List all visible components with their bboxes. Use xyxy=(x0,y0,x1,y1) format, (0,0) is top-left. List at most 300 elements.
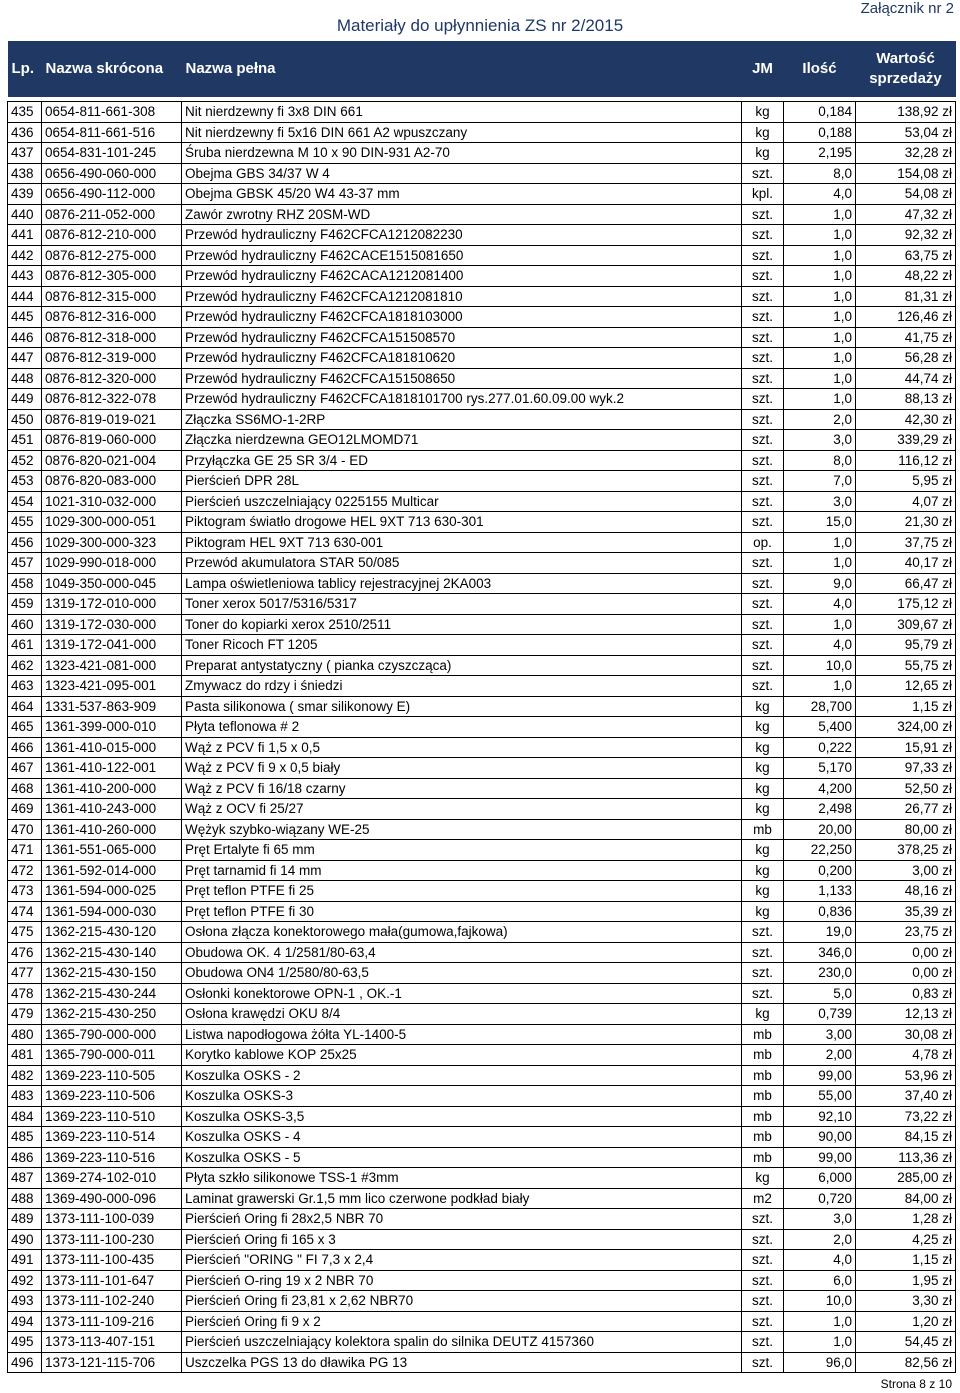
cell-val: 80,00 zł xyxy=(856,819,956,840)
cell-qty: 4,0 xyxy=(784,184,856,205)
cell-qty: 2,195 xyxy=(784,143,856,164)
cell-code: 1361-594-000-030 xyxy=(42,901,182,922)
table-row xyxy=(8,1270,956,1291)
cell-lp: 479 xyxy=(8,1004,42,1025)
cell-jm: szt. xyxy=(742,963,784,984)
table-row xyxy=(8,102,956,123)
cell-qty: 1,0 xyxy=(784,204,856,225)
cell-jm: kg xyxy=(742,1168,784,1189)
table-row xyxy=(8,1065,956,1086)
cell-val: 154,08 zł xyxy=(856,163,956,184)
cell-lp: 446 xyxy=(8,327,42,348)
col-header-qty: Ilość xyxy=(802,60,837,77)
table-row xyxy=(8,983,956,1004)
cell-name: Przewód hydrauliczny F462CFCA1818103000 xyxy=(182,307,742,328)
cell-name: Koszulka OSKS - 5 xyxy=(182,1147,742,1168)
cell-qty: 3,0 xyxy=(784,430,856,451)
cell-val: 339,29 zł xyxy=(856,430,956,451)
cell-code: 0654-831-101-245 xyxy=(42,143,182,164)
cell-jm: mb xyxy=(742,1086,784,1107)
cell-qty: 346,0 xyxy=(784,942,856,963)
cell-name: Koszulka OSKS - 4 xyxy=(182,1127,742,1148)
cell-code: 1049-350-000-045 xyxy=(42,573,182,594)
cell-val: 26,77 zł xyxy=(856,799,956,820)
table-row xyxy=(8,368,956,389)
table-row xyxy=(8,717,956,738)
cell-jm: kg xyxy=(742,758,784,779)
cell-name: Laminat grawerski Gr.1,5 mm lico czerwone podkład biały xyxy=(182,1188,742,1209)
cell-code: 0876-812-210-000 xyxy=(42,225,182,246)
table-row xyxy=(8,799,956,820)
table-row xyxy=(8,1209,956,1230)
cell-lp: 443 xyxy=(8,266,42,287)
cell-val: 126,46 zł xyxy=(856,307,956,328)
cell-qty: 0,720 xyxy=(784,1188,856,1209)
cell-val: 32,28 zł xyxy=(856,143,956,164)
table-header xyxy=(8,41,956,97)
cell-name: Osłonki konektorowe OPN-1 , OK.-1 xyxy=(182,983,742,1004)
cell-val: 56,28 zł xyxy=(856,348,956,369)
document-title: Materiały do upłynnienia ZS nr 2/2015 xyxy=(336,16,624,35)
cell-jm: szt. xyxy=(742,922,784,943)
table-row xyxy=(8,225,956,246)
cell-jm: mb xyxy=(742,1127,784,1148)
cell-name: Przewód akumulatora STAR 50/085 xyxy=(182,553,742,574)
cell-name: Przewód hydrauliczny F462CFCA151508570 xyxy=(182,327,742,348)
cell-val: 0,00 zł xyxy=(856,963,956,984)
cell-lp: 492 xyxy=(8,1270,42,1291)
cell-jm: mb xyxy=(742,1065,784,1086)
cell-lp: 485 xyxy=(8,1127,42,1148)
cell-jm: szt. xyxy=(742,1291,784,1312)
cell-lp: 477 xyxy=(8,963,42,984)
cell-name: Płyta szkło silikonowe TSS-1 #3mm xyxy=(182,1168,742,1189)
cell-name: Przewód hydrauliczny F462CFCA151508650 xyxy=(182,368,742,389)
cell-lp: 464 xyxy=(8,696,42,717)
cell-code: 1373-111-100-039 xyxy=(42,1209,182,1230)
cell-qty: 90,00 xyxy=(784,1127,856,1148)
col-header-unit: JM xyxy=(752,60,773,77)
cell-jm: szt. xyxy=(742,430,784,451)
table-row xyxy=(8,286,956,307)
cell-code: 1029-300-000-051 xyxy=(42,512,182,533)
table-row xyxy=(8,204,956,225)
table-row xyxy=(8,1127,956,1148)
cell-name: Obudowa OK. 4 1/2581/80-63,4 xyxy=(182,942,742,963)
table-body xyxy=(8,102,956,1373)
cell-code: 1373-111-101-647 xyxy=(42,1270,182,1291)
cell-val: 1,28 zł xyxy=(856,1209,956,1230)
cell-val: 55,75 zł xyxy=(856,655,956,676)
cell-jm: mb xyxy=(742,819,784,840)
cell-name: Pierścień uszczelniający kolektora spalin do silnika DEUTZ 4157360 xyxy=(182,1332,742,1353)
cell-code: 0876-812-305-000 xyxy=(42,266,182,287)
cell-lp: 451 xyxy=(8,430,42,451)
cell-name: Zawór zwrotny RHZ 20SM-WD xyxy=(182,204,742,225)
cell-qty: 2,498 xyxy=(784,799,856,820)
cell-code: 1362-215-430-140 xyxy=(42,942,182,963)
cell-code: 0876-820-021-004 xyxy=(42,450,182,471)
cell-lp: 470 xyxy=(8,819,42,840)
cell-lp: 484 xyxy=(8,1106,42,1127)
cell-name: Toner xerox 5017/5316/5317 xyxy=(182,594,742,615)
cell-val: 1,20 zł xyxy=(856,1311,956,1332)
cell-lp: 489 xyxy=(8,1209,42,1230)
materials-table xyxy=(7,41,956,1373)
cell-code: 1373-111-100-435 xyxy=(42,1250,182,1271)
cell-lp: 450 xyxy=(8,409,42,430)
cell-name: Pierścień Oring fi 28x2,5 NBR 70 xyxy=(182,1209,742,1230)
cell-qty: 8,0 xyxy=(784,163,856,184)
cell-jm: mb xyxy=(742,1045,784,1066)
cell-val: 48,16 zł xyxy=(856,881,956,902)
cell-lp: 482 xyxy=(8,1065,42,1086)
table-row xyxy=(8,1045,956,1066)
cell-jm: szt. xyxy=(742,266,784,287)
cell-name: Pierścień uszczelniający 0225155 Multicar xyxy=(182,491,742,512)
cell-qty: 6,0 xyxy=(784,1270,856,1291)
cell-lp: 490 xyxy=(8,1229,42,1250)
cell-qty: 92,10 xyxy=(784,1106,856,1127)
table-row xyxy=(8,327,956,348)
cell-code: 1319-172-041-000 xyxy=(42,635,182,656)
cell-jm: szt. xyxy=(742,594,784,615)
cell-name: Pierścień O-ring 19 x 2 NBR 70 xyxy=(182,1270,742,1291)
cell-val: 41,75 zł xyxy=(856,327,956,348)
cell-qty: 20,00 xyxy=(784,819,856,840)
table-row xyxy=(8,1086,956,1107)
cell-val: 84,15 zł xyxy=(856,1127,956,1148)
table-row xyxy=(8,1229,956,1250)
cell-jm: m2 xyxy=(742,1188,784,1209)
cell-code: 1361-410-200-000 xyxy=(42,778,182,799)
cell-name: Złączka nierdzewna GEO12LMOMD71 xyxy=(182,430,742,451)
cell-jm: kg xyxy=(742,143,784,164)
table-row xyxy=(8,184,956,205)
cell-name: Przewód hydrauliczny F462CACE1515081650 xyxy=(182,245,742,266)
table-row xyxy=(8,963,956,984)
table-row xyxy=(8,737,956,758)
cell-val: 42,30 zł xyxy=(856,409,956,430)
cell-jm: szt. xyxy=(742,553,784,574)
cell-val: 12,13 zł xyxy=(856,1004,956,1025)
cell-lp: 463 xyxy=(8,676,42,697)
cell-qty: 1,0 xyxy=(784,245,856,266)
cell-code: 0876-812-318-000 xyxy=(42,327,182,348)
cell-code: 1029-990-018-000 xyxy=(42,553,182,574)
cell-qty: 1,0 xyxy=(784,368,856,389)
cell-qty: 28,700 xyxy=(784,696,856,717)
cell-qty: 5,170 xyxy=(784,758,856,779)
cell-code: 1323-421-095-001 xyxy=(42,676,182,697)
cell-jm: kg xyxy=(742,860,784,881)
cell-name: Toner Ricoch FT 1205 xyxy=(182,635,742,656)
cell-jm: mb xyxy=(742,1147,784,1168)
cell-lp: 439 xyxy=(8,184,42,205)
cell-jm: kg xyxy=(742,122,784,143)
cell-code: 1362-215-430-120 xyxy=(42,922,182,943)
cell-code: 1323-421-081-000 xyxy=(42,655,182,676)
cell-name: Wąż z PCV fi 16/18 czarny xyxy=(182,778,742,799)
cell-qty: 0,836 xyxy=(784,901,856,922)
cell-name: Przewód hydrauliczny F462CFCA181810620 xyxy=(182,348,742,369)
cell-name: Przewód hydrauliczny F462CACA1212081400 xyxy=(182,266,742,287)
cell-name: Obudowa ON4 1/2580/80-63,5 xyxy=(182,963,742,984)
cell-lp: 436 xyxy=(8,122,42,143)
cell-jm: szt. xyxy=(742,983,784,1004)
cell-jm: mb xyxy=(742,1106,784,1127)
cell-lp: 452 xyxy=(8,450,42,471)
cell-qty: 1,0 xyxy=(784,286,856,307)
cell-qty: 1,0 xyxy=(784,327,856,348)
cell-jm: szt. xyxy=(742,1311,784,1332)
cell-qty: 8,0 xyxy=(784,450,856,471)
cell-qty: 0,184 xyxy=(784,102,856,123)
cell-qty: 0,739 xyxy=(784,1004,856,1025)
cell-lp: 460 xyxy=(8,614,42,635)
cell-code: 1369-223-110-514 xyxy=(42,1127,182,1148)
cell-lp: 474 xyxy=(8,901,42,922)
table-row xyxy=(8,1311,956,1332)
cell-val: 1,15 zł xyxy=(856,696,956,717)
col-header-full-name: Nazwa pełna xyxy=(185,60,276,77)
cell-lp: 442 xyxy=(8,245,42,266)
cell-val: 309,67 zł xyxy=(856,614,956,635)
cell-code: 1029-300-000-323 xyxy=(42,532,182,553)
cell-val: 53,96 zł xyxy=(856,1065,956,1086)
cell-val: 97,33 zł xyxy=(856,758,956,779)
cell-name: Lampa oświetleniowa tablicy rejestracyjnej 2KA003 xyxy=(182,573,742,594)
cell-val: 54,08 zł xyxy=(856,184,956,205)
cell-jm: szt. xyxy=(742,1352,784,1373)
attachment-label: Załącznik nr 2 xyxy=(860,0,954,17)
cell-qty: 99,00 xyxy=(784,1147,856,1168)
cell-code: 1362-215-430-244 xyxy=(42,983,182,1004)
cell-qty: 1,0 xyxy=(784,553,856,574)
table-row xyxy=(8,942,956,963)
cell-val: 378,25 zł xyxy=(856,840,956,861)
cell-code: 1362-215-430-150 xyxy=(42,963,182,984)
cell-jm: kg xyxy=(742,840,784,861)
cell-code: 0876-812-315-000 xyxy=(42,286,182,307)
table-row xyxy=(8,1147,956,1168)
cell-name: Wąż z PCV fi 9 x 0,5 biały xyxy=(182,758,742,779)
cell-lp: 471 xyxy=(8,840,42,861)
cell-val: 48,22 zł xyxy=(856,266,956,287)
cell-lp: 444 xyxy=(8,286,42,307)
cell-jm: szt. xyxy=(742,163,784,184)
table-row xyxy=(8,1168,956,1189)
cell-qty: 19,0 xyxy=(784,922,856,943)
cell-lp: 462 xyxy=(8,655,42,676)
cell-code: 0876-820-083-000 xyxy=(42,471,182,492)
cell-name: Pierścień Oring fi 165 x 3 xyxy=(182,1229,742,1250)
cell-code: 1365-790-000-000 xyxy=(42,1024,182,1045)
table-row xyxy=(8,1106,956,1127)
cell-lp: 480 xyxy=(8,1024,42,1045)
cell-name: Pręt tarnamid fi 14 mm xyxy=(182,860,742,881)
cell-code: 1373-111-109-216 xyxy=(42,1311,182,1332)
cell-jm: kg xyxy=(742,102,784,123)
cell-qty: 96,0 xyxy=(784,1352,856,1373)
cell-lp: 466 xyxy=(8,737,42,758)
col-header-lp: Lp. xyxy=(11,60,34,77)
cell-name: Koszulka OSKS - 2 xyxy=(182,1065,742,1086)
cell-qty: 4,0 xyxy=(784,635,856,656)
cell-jm: szt. xyxy=(742,409,784,430)
cell-name: Pręt teflon PTFE fi 25 xyxy=(182,881,742,902)
cell-qty: 2,0 xyxy=(784,1229,856,1250)
table-row xyxy=(8,1291,956,1312)
cell-val: 3,30 zł xyxy=(856,1291,956,1312)
cell-lp: 449 xyxy=(8,389,42,410)
cell-lp: 453 xyxy=(8,471,42,492)
cell-lp: 467 xyxy=(8,758,42,779)
cell-code: 1369-274-102-010 xyxy=(42,1168,182,1189)
cell-lp: 465 xyxy=(8,717,42,738)
cell-val: 285,00 zł xyxy=(856,1168,956,1189)
cell-lp: 472 xyxy=(8,860,42,881)
cell-lp: 473 xyxy=(8,881,42,902)
cell-val: 52,50 zł xyxy=(856,778,956,799)
cell-jm: szt. xyxy=(742,512,784,533)
table-row xyxy=(8,266,956,287)
table-row xyxy=(8,696,956,717)
cell-qty: 2,00 xyxy=(784,1045,856,1066)
cell-name: Korytko kablowe KOP 25x25 xyxy=(182,1045,742,1066)
cell-val: 1,95 zł xyxy=(856,1270,956,1291)
cell-jm: szt. xyxy=(742,327,784,348)
table-row xyxy=(8,389,956,410)
cell-name: Przewód hydrauliczny F462CFCA1818101700 rys.277.01.60.09.00 wyk.2 xyxy=(182,389,742,410)
cell-jm: szt. xyxy=(742,389,784,410)
table-row xyxy=(8,819,956,840)
cell-lp: 455 xyxy=(8,512,42,533)
table-row xyxy=(8,840,956,861)
table-row xyxy=(8,1188,956,1209)
cell-lp: 475 xyxy=(8,922,42,943)
cell-lp: 437 xyxy=(8,143,42,164)
cell-jm: kg xyxy=(742,1004,784,1025)
table-row xyxy=(8,758,956,779)
table-row xyxy=(8,512,956,533)
cell-qty: 4,0 xyxy=(784,594,856,615)
cell-lp: 495 xyxy=(8,1332,42,1353)
cell-val: 113,36 zł xyxy=(856,1147,956,1168)
cell-val: 82,56 zł xyxy=(856,1352,956,1373)
cell-val: 15,91 zł xyxy=(856,737,956,758)
cell-lp: 459 xyxy=(8,594,42,615)
cell-name: Przyłączka GE 25 SR 3/4 - ED xyxy=(182,450,742,471)
cell-qty: 230,0 xyxy=(784,963,856,984)
cell-name: Zmywacz do rdzy i śniedzi xyxy=(182,676,742,697)
cell-jm: szt. xyxy=(742,1332,784,1353)
cell-code: 0876-819-019-021 xyxy=(42,409,182,430)
cell-qty: 9,0 xyxy=(784,573,856,594)
cell-lp: 478 xyxy=(8,983,42,1004)
cell-name: Obejma GBSK 45/20 W4 43-37 mm xyxy=(182,184,742,205)
cell-code: 0876-812-320-000 xyxy=(42,368,182,389)
cell-code: 1369-223-110-510 xyxy=(42,1106,182,1127)
cell-val: 95,79 zł xyxy=(856,635,956,656)
cell-val: 4,78 zł xyxy=(856,1045,956,1066)
cell-name: Przewód hydrauliczny F462CFCA1212081810 xyxy=(182,286,742,307)
cell-code: 1369-223-110-516 xyxy=(42,1147,182,1168)
table-row xyxy=(8,1004,956,1025)
cell-val: 23,75 zł xyxy=(856,922,956,943)
cell-qty: 6,000 xyxy=(784,1168,856,1189)
cell-qty: 7,0 xyxy=(784,471,856,492)
cell-qty: 1,0 xyxy=(784,266,856,287)
cell-lp: 447 xyxy=(8,348,42,369)
table-row xyxy=(8,676,956,697)
cell-code: 0876-819-060-000 xyxy=(42,430,182,451)
cell-val: 0,83 zł xyxy=(856,983,956,1004)
cell-name: Koszulka OSKS-3 xyxy=(182,1086,742,1107)
cell-jm: szt. xyxy=(742,471,784,492)
cell-val: 1,15 zł xyxy=(856,1250,956,1271)
page-number: Strona 8 z 10 xyxy=(880,1377,952,1391)
cell-lp: 468 xyxy=(8,778,42,799)
cell-val: 37,75 zł xyxy=(856,532,956,553)
table-row xyxy=(8,143,956,164)
table-row xyxy=(8,245,956,266)
table-row xyxy=(8,450,956,471)
cell-jm: kg xyxy=(742,737,784,758)
cell-lp: 488 xyxy=(8,1188,42,1209)
cell-name: Śruba nierdzewna M 10 x 90 DIN-931 A2-70 xyxy=(182,143,742,164)
cell-val: 47,32 zł xyxy=(856,204,956,225)
cell-qty: 0,200 xyxy=(784,860,856,881)
cell-name: Preparat antystatyczny ( pianka czyszcząca) xyxy=(182,655,742,676)
cell-qty: 4,200 xyxy=(784,778,856,799)
cell-name: Pierścień "ORING " FI 7,3 x 2,4 xyxy=(182,1250,742,1271)
cell-qty: 1,0 xyxy=(784,614,856,635)
cell-name: Toner do kopiarki xerox 2510/2511 xyxy=(182,614,742,635)
cell-code: 1361-410-122-001 xyxy=(42,758,182,779)
cell-jm: szt. xyxy=(742,245,784,266)
cell-val: 21,30 zł xyxy=(856,512,956,533)
table-row xyxy=(8,860,956,881)
table-row xyxy=(8,1332,956,1353)
cell-qty: 4,0 xyxy=(784,1250,856,1271)
cell-lp: 457 xyxy=(8,553,42,574)
cell-name: Pasta silikonowa ( smar silikonowy E) xyxy=(182,696,742,717)
cell-name: Wężyk szybko-wiązany WE-25 xyxy=(182,819,742,840)
header-row xyxy=(8,41,956,97)
cell-name: Wąż z PCV fi 1,5 x 0,5 xyxy=(182,737,742,758)
cell-code: 0876-812-322-078 xyxy=(42,389,182,410)
cell-code: 1361-551-065-000 xyxy=(42,840,182,861)
cell-code: 0876-812-316-000 xyxy=(42,307,182,328)
cell-qty: 3,00 xyxy=(784,1024,856,1045)
table-row xyxy=(8,430,956,451)
cell-lp: 454 xyxy=(8,491,42,512)
cell-val: 0,00 zł xyxy=(856,942,956,963)
cell-name: Pręt Ertalyte fi 65 mm xyxy=(182,840,742,861)
cell-code: 1361-594-000-025 xyxy=(42,881,182,902)
cell-jm: szt. xyxy=(742,286,784,307)
table-row xyxy=(8,614,956,635)
cell-lp: 491 xyxy=(8,1250,42,1271)
cell-jm: szt. xyxy=(742,942,784,963)
table-row xyxy=(8,307,956,328)
cell-val: 116,12 zł xyxy=(856,450,956,471)
cell-name: Przewód hydrauliczny F462CFCA1212082230 xyxy=(182,225,742,246)
cell-code: 0656-490-112-000 xyxy=(42,184,182,205)
cell-name: Listwa napodłogowa żółta YL-1400-5 xyxy=(182,1024,742,1045)
cell-jm: mb xyxy=(742,1024,784,1045)
